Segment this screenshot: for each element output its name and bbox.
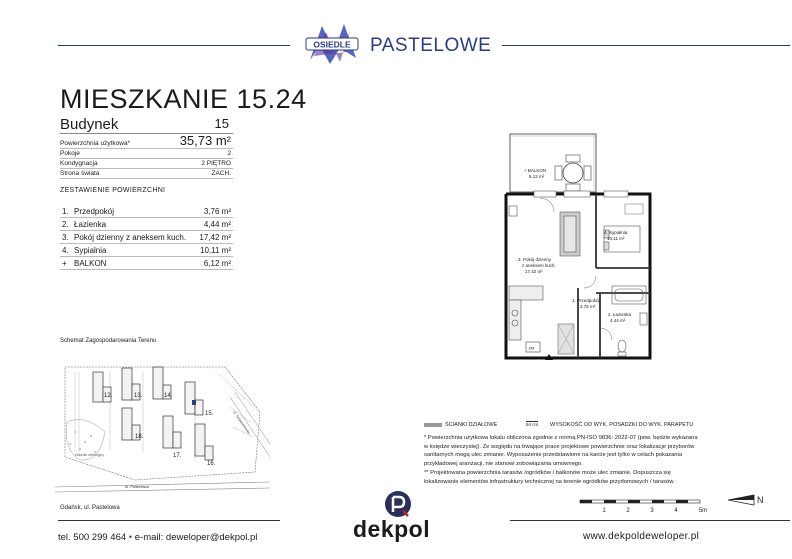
building-number: 15.	[205, 411, 214, 417]
info-row-floor	[60, 159, 233, 169]
walls-legend-label: ŚCIANKI DZIAŁOWE	[445, 422, 498, 428]
building-number: 16.	[207, 461, 216, 467]
area-row	[60, 244, 233, 257]
areas-title: ZESTAWIENIE POWIERZCHNI	[60, 187, 166, 194]
plan-hall-label: 1. Przedpokój	[572, 298, 600, 303]
info-row-orientation	[60, 169, 233, 179]
table-icon	[555, 155, 591, 191]
note-line: lokalizowanie elementów infrastruktury technicznej na terenie ogródków przydomowych / tarasów.	[424, 478, 675, 485]
footer-phone: tel. 500 299 464	[58, 532, 127, 543]
logo-badge-text: OSIEDLE	[313, 39, 351, 50]
info-label: Pokoje	[60, 150, 80, 157]
scale-tick: 2	[626, 508, 630, 514]
apartment-title: MIESZKANIE 15.24	[60, 84, 307, 114]
area-value: 4,44 m²	[203, 220, 231, 229]
scale-bar	[578, 497, 718, 517]
area-num: +	[62, 259, 67, 268]
info-value: 2	[227, 150, 231, 157]
area-num: 1.	[62, 207, 69, 216]
street-label-2: ul. Sobieszewska	[232, 410, 251, 435]
area-name: BALKON	[74, 259, 107, 268]
area-row	[60, 257, 233, 270]
info-value: 2 PIĘTRO	[201, 160, 231, 167]
plan-hall-area: 3.76 m²	[580, 304, 596, 309]
desk-icon	[625, 204, 643, 214]
info-row-rooms	[60, 149, 233, 159]
walls-legend-swatch	[424, 423, 442, 427]
area-num: 3.	[62, 233, 69, 242]
footer-contact	[58, 532, 257, 543]
bathtub-icon	[612, 286, 646, 304]
area-value: 6,12 m²	[203, 259, 231, 268]
note-line: ** Projektowana powierzchnia tarasów /ogródków / balkonów może ulec zmianie. Dopuszcza się	[424, 470, 671, 476]
building-number: 12.	[104, 393, 113, 399]
area-row	[60, 218, 233, 231]
area-num: 2.	[62, 220, 69, 229]
footer-website[interactable]: www.dekpoldeweloper.pl	[583, 531, 700, 542]
area-name: Pokój dzienny z aneksem kuch.	[74, 233, 187, 242]
building-label: Budynek	[60, 116, 119, 133]
area-value: 3,76 m²	[203, 207, 231, 216]
plan-zm-label: ZM	[528, 345, 535, 351]
plan-living-label-2: z aneksem kuch.	[522, 263, 556, 268]
floor-plan	[500, 128, 662, 360]
footer-email[interactable]: e-mail: deweloper@dekpol.pl	[134, 532, 258, 543]
apartment-marker-icon	[192, 400, 196, 405]
plan-bedroom-label: 4. Sypialnia	[604, 230, 628, 235]
height-legend-num: 94 cm	[526, 422, 539, 427]
area-name: Przedpokój	[74, 207, 115, 216]
plan-balcony-label: + BALKON	[524, 168, 547, 173]
building-number: 14.	[164, 393, 173, 399]
building-number: 17.	[173, 453, 182, 459]
area-name: Łazienka	[74, 220, 107, 229]
note-line: przykładowej aranżacji, nie stanowi zobowiązania umownego.	[424, 460, 583, 467]
info-value: 35,73 m²	[179, 133, 231, 148]
plan-bedroom-area: 10.11 m²	[607, 236, 625, 241]
building-number: 18.	[135, 434, 144, 440]
header-rule-left	[58, 45, 290, 46]
area-row	[60, 231, 233, 244]
building-value: 15	[214, 116, 229, 131]
brand-name: PASTELOWE	[370, 35, 492, 56]
osiedle-logo-icon	[300, 22, 364, 66]
site-plan-map	[55, 352, 270, 497]
dekpol-logo-icon	[384, 490, 412, 518]
street-label: ul. Pastelowa	[125, 484, 149, 489]
area-value: 17,42 m²	[199, 233, 231, 242]
sofa-icon	[560, 212, 580, 256]
header-rule-right	[502, 45, 790, 46]
north-arrow-icon	[726, 490, 770, 510]
area-name: Sypialnia	[74, 246, 107, 255]
info-value: ZACH.	[211, 170, 231, 177]
scale-tick: 4	[674, 508, 678, 514]
scale-tick: 1	[602, 508, 606, 514]
info-label: Strona świata	[60, 170, 100, 177]
info-label: Powierzchnia użytkowa*	[60, 140, 131, 147]
plan-bath-label: 2. Łazienka	[608, 312, 632, 317]
footer-rule-right	[510, 520, 790, 521]
note-line: w księdze wieczystej). Ze względu na trwające prace projektowe powierzchnie oraz lokalizacje przyborów	[424, 443, 695, 450]
area-num: 4.	[62, 246, 69, 255]
toilet-icon	[618, 340, 626, 356]
note-line: * Powierzchnia użytkowa lokalu obliczona zgodnie z normą PN-ISO 9836: 2022-07 (pow. będzie wykazana	[424, 435, 698, 441]
north-label: N	[757, 495, 764, 505]
footer-separator: •	[128, 532, 133, 543]
sink-icon	[640, 313, 647, 325]
dekpol-wordmark: dekpol	[353, 516, 431, 542]
site-plan-title: Schemat Zagospodarowania Terenu	[60, 338, 157, 344]
height-legend-label: WYSOKOŚĆ OD WYK. POSADZKI DO WYK. PARAPETU	[550, 422, 694, 428]
info-row-area	[60, 133, 233, 149]
building-number: 13.	[134, 393, 143, 399]
area-value: 10,11 m²	[200, 246, 231, 255]
plan-balcony-area: 6.12 m²	[529, 174, 545, 179]
area-row	[60, 205, 233, 218]
scale-tick: 5m	[698, 508, 708, 514]
plan-bath-area: 4.44 m²	[610, 318, 626, 323]
site-city-label: Gdańsk, ul. Pastelowa	[60, 505, 120, 511]
footer-rule-left	[58, 520, 280, 521]
building-row	[60, 116, 233, 134]
plan-living-area: 17.42 m²	[525, 269, 543, 274]
plan-living-label: 3. Pokój dzienny	[518, 257, 552, 262]
note-line: sanitarnych mogą ulec zmianie. Wyposażenie przedstawione na karcie jest tylko w celach pokazania	[424, 452, 683, 458]
info-label: Kondygnacja	[60, 160, 98, 167]
pond-label: zbiornik retencyjny	[75, 453, 104, 457]
scale-tick: 3	[650, 508, 654, 514]
